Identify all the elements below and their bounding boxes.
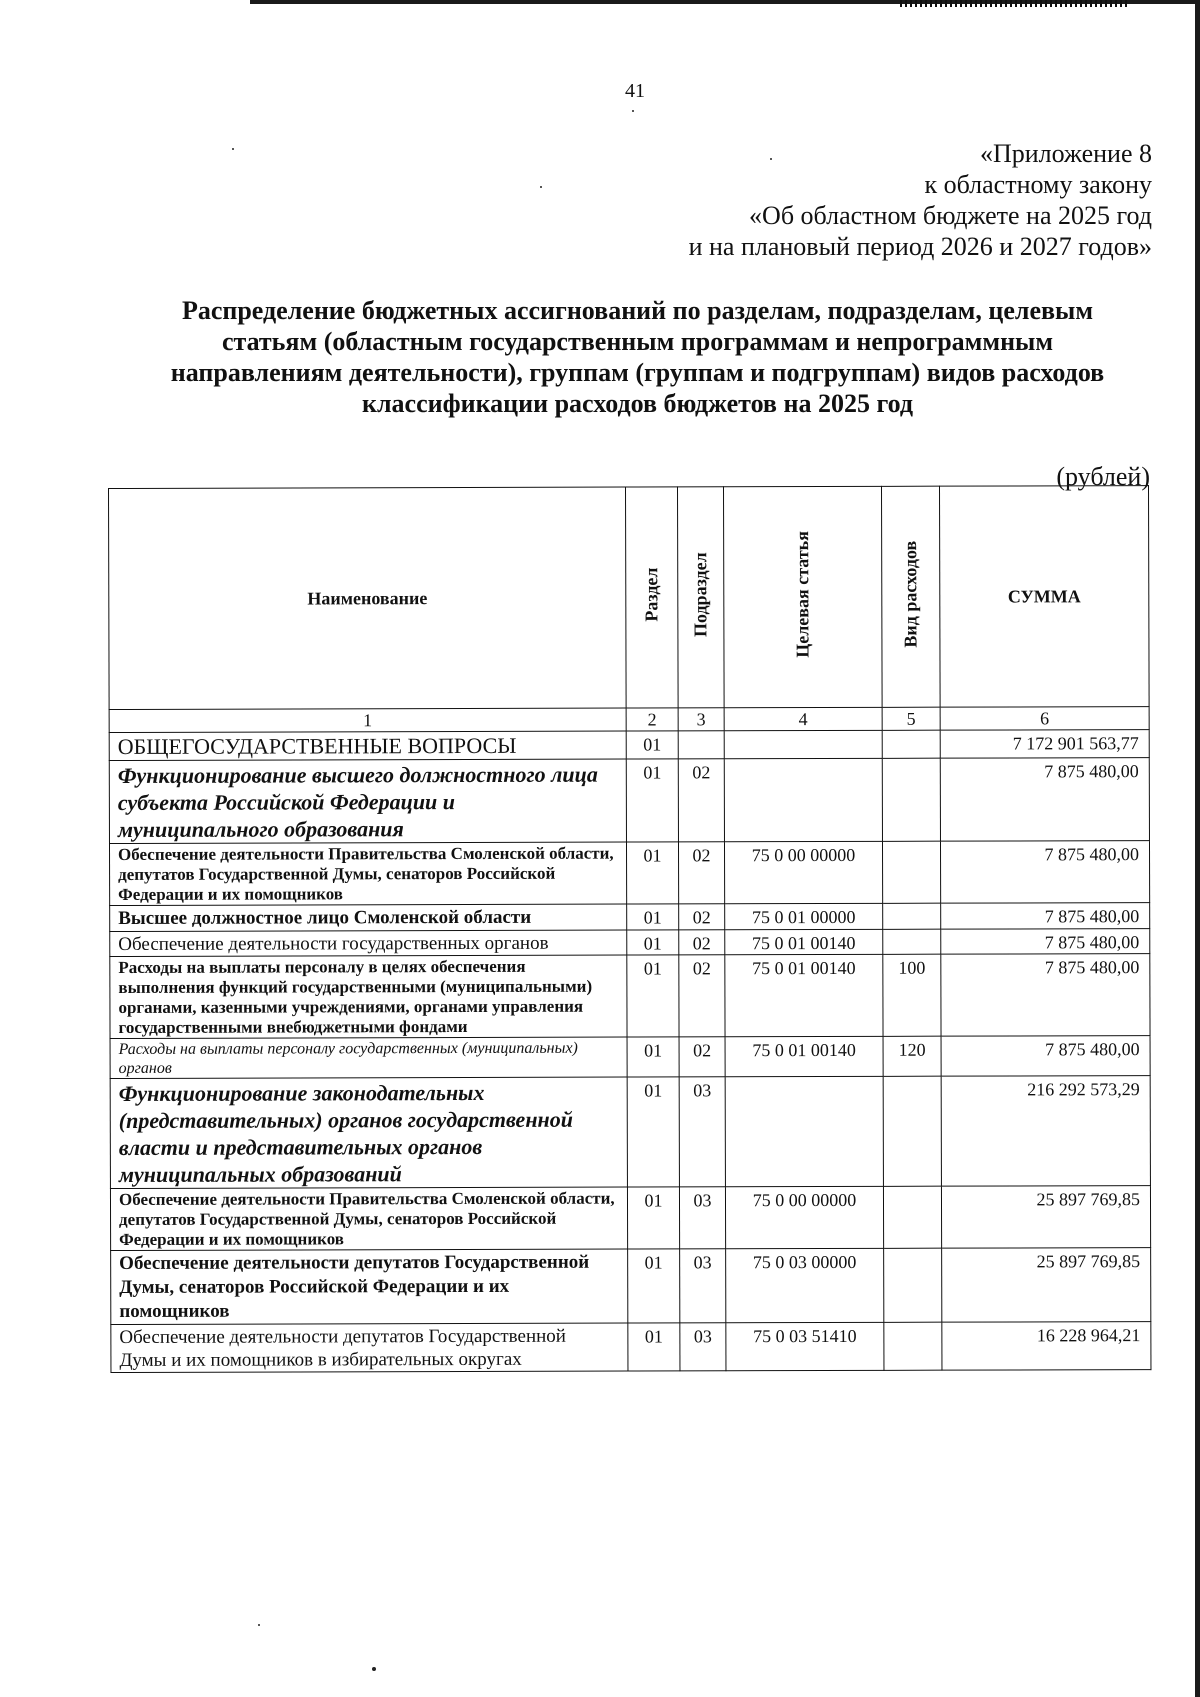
row-name-cell: Функционирование законодательных (представительных) органов государственной власти и представительных органов муниципальных образований — [110, 1077, 627, 1188]
appendix-line: и на плановый период 2026 и 2027 годов» — [688, 232, 1152, 261]
header-name: Наименование — [109, 487, 627, 709]
appendix-line: «Об областном бюджете на 2025 год — [749, 201, 1152, 230]
row-section-cell: 01 — [627, 1187, 679, 1249]
page-number: 41 — [625, 80, 645, 102]
column-number: 3 — [678, 708, 724, 731]
row-target-cell: 75 0 00 00000 — [725, 1186, 883, 1248]
header-expense-type — [881, 486, 940, 707]
title-line: классификации расходов бюджетов на 2025 год — [361, 389, 914, 418]
table-row — [110, 929, 1150, 957]
row-sum-cell: 7 875 480,00 — [941, 903, 1150, 930]
row-section-cell: 01 — [626, 731, 678, 759]
row-expense-type-cell: 100 — [883, 954, 941, 1036]
row-target-cell — [724, 730, 882, 758]
header-subsection — [677, 487, 724, 708]
header-section — [625, 487, 678, 708]
row-target-cell — [725, 1076, 883, 1186]
table-row — [111, 1248, 1151, 1325]
row-name-cell: Расходы на выплаты персоналу государственных (муниципальных) органов — [110, 1037, 627, 1078]
row-target-cell: 75 0 01 00140 — [725, 1036, 883, 1076]
row-name-cell: Функционирование высшего должностного лица субъекта Российской Федерации и муниципального образования — [109, 759, 626, 843]
table-row — [110, 1186, 1150, 1251]
header-sum: СУММА — [939, 486, 1149, 708]
row-section-cell: 01 — [627, 930, 679, 955]
row-section-cell: 01 — [626, 842, 678, 904]
row-sum-cell: 7 172 901 563,77 — [940, 730, 1149, 759]
column-number: 4 — [724, 707, 882, 730]
row-subsection-cell — [678, 731, 724, 759]
row-name-cell: Обеспечение деятельности Правительства Смоленской области, депутатов Государственной Думы, сенаторов Российской Федерации и их помощников — [110, 1187, 627, 1250]
row-expense-type-cell: 120 — [883, 1036, 941, 1076]
header-target-label: Целевая статья — [792, 531, 813, 658]
scan-speck — [232, 148, 234, 150]
column-number-row — [109, 707, 1149, 733]
row-section-cell: 01 — [626, 759, 678, 842]
header-subsection-label: Подраздел — [690, 552, 711, 638]
row-target-cell: 75 0 01 00140 — [725, 929, 883, 954]
row-sum-cell: 7 875 480,00 — [941, 954, 1150, 1037]
row-target-cell: 75 0 03 00000 — [726, 1248, 884, 1322]
title-line: направлениям деятельности), группам (группам и подгруппам) видов расходов — [170, 358, 1105, 387]
row-subsection-cell: 02 — [679, 930, 725, 955]
row-expense-type-cell — [882, 758, 940, 841]
row-name-cell: Высшее должностное лицо Смоленской области — [110, 904, 627, 931]
header-section-label: Раздел — [641, 567, 662, 623]
row-expense-type-cell — [882, 841, 940, 903]
row-sum-cell: 7 875 480,00 — [941, 1036, 1150, 1077]
row-sum-cell: 16 228 964,21 — [942, 1322, 1151, 1371]
column-number: 1 — [109, 708, 626, 732]
row-sum-cell: 25 897 769,85 — [942, 1248, 1151, 1323]
row-sum-cell: 25 897 769,85 — [941, 1186, 1150, 1249]
table-row — [110, 954, 1150, 1039]
appendix-header — [689, 138, 1152, 262]
title-line: статьям (областным государственным программам и непрограммным — [221, 327, 1054, 356]
table-row — [110, 1076, 1150, 1189]
scan-right-edge — [1195, 0, 1200, 1697]
title-line: Распределение бюджетных ассигнований по разделам, подразделам, целевым — [181, 296, 1094, 325]
scan-top-edge — [0, 0, 1200, 7]
budget-table — [108, 485, 1151, 1373]
column-number: 5 — [882, 707, 940, 730]
scan-speck — [632, 110, 634, 112]
row-expense-type-cell — [882, 730, 940, 758]
row-section-cell: 01 — [627, 1037, 679, 1077]
row-expense-type-cell — [883, 903, 941, 929]
table-row — [109, 841, 1149, 906]
units-label: (рублей) — [1056, 462, 1150, 491]
row-expense-type-cell — [884, 1248, 942, 1322]
scan-speck — [540, 186, 542, 188]
row-expense-type-cell — [884, 1322, 942, 1370]
row-name-cell: ОБЩЕГОСУДАРСТВЕННЫЕ ВОПРОСЫ — [109, 731, 626, 760]
row-subsection-cell: 02 — [679, 1037, 725, 1077]
row-subsection-cell: 02 — [678, 759, 724, 842]
row-subsection-cell: 02 — [679, 904, 725, 930]
table-row — [109, 758, 1149, 844]
row-target-cell: 75 0 03 51410 — [726, 1322, 884, 1370]
document-title — [100, 295, 1175, 419]
row-expense-type-cell — [883, 1186, 941, 1248]
row-name-cell: Обеспечение деятельности государственных органов — [110, 930, 627, 956]
row-subsection-cell: 03 — [679, 1077, 725, 1187]
row-expense-type-cell — [883, 1076, 941, 1186]
row-target-cell: 75 0 01 00000 — [725, 903, 883, 929]
row-sum-cell: 216 292 573,29 — [941, 1076, 1150, 1187]
table-header-row — [109, 486, 1150, 710]
row-target-cell: 75 0 01 00140 — [725, 954, 883, 1036]
row-name-cell: Обеспечение деятельности депутатов Государственной Думы и их помощников в избирательных округах — [111, 1323, 628, 1372]
row-sum-cell: 7 875 480,00 — [940, 758, 1149, 842]
row-subsection-cell: 02 — [678, 842, 724, 904]
column-number: 2 — [626, 708, 678, 731]
scan-speck — [258, 1624, 260, 1626]
row-subsection-cell: 03 — [680, 1323, 726, 1371]
row-subsection-cell: 03 — [679, 1187, 725, 1249]
row-name-cell: Расходы на выплаты персоналу в целях обеспечения выполнения функций государственными (муниципальными) органами, казенными учреждениями, органами управления государственными внебюджетными фондами — [110, 955, 627, 1038]
table-body — [109, 707, 1151, 1373]
scan-speck — [770, 158, 772, 160]
appendix-line: к областному закону — [924, 170, 1152, 199]
row-section-cell: 01 — [627, 904, 679, 930]
scan-edge-marks — [900, 0, 1130, 7]
row-subsection-cell: 02 — [679, 955, 725, 1037]
header-expense-type-label: Вид расходов — [900, 540, 921, 648]
row-section-cell: 01 — [628, 1323, 680, 1371]
table-row — [110, 1036, 1150, 1079]
table-row — [111, 1322, 1151, 1373]
row-expense-type-cell — [883, 929, 941, 954]
scan-speck — [372, 1667, 376, 1671]
row-sum-cell: 7 875 480,00 — [940, 841, 1149, 904]
row-target-cell — [724, 758, 882, 841]
appendix-line: «Приложение 8 — [979, 139, 1152, 168]
row-section-cell: 01 — [627, 1077, 679, 1187]
table-row — [109, 730, 1149, 761]
row-sum-cell: 7 875 480,00 — [941, 929, 1150, 955]
row-target-cell: 75 0 00 00000 — [724, 841, 882, 903]
row-name-cell: Обеспечение деятельности Правительства Смоленской области, депутатов Государственной Думы, сенаторов Российской Федерации и их помощников — [109, 842, 626, 905]
header-target — [723, 486, 882, 707]
column-number: 6 — [940, 707, 1149, 731]
table-row — [110, 903, 1150, 932]
row-subsection-cell: 03 — [680, 1249, 726, 1323]
row-section-cell: 01 — [628, 1249, 680, 1323]
budget-table-wrapper — [108, 485, 1151, 1373]
row-section-cell: 01 — [627, 955, 679, 1037]
row-name-cell: Обеспечение деятельности депутатов Государственной Думы, сенаторов Российской Федерации и их помощников — [111, 1249, 628, 1324]
